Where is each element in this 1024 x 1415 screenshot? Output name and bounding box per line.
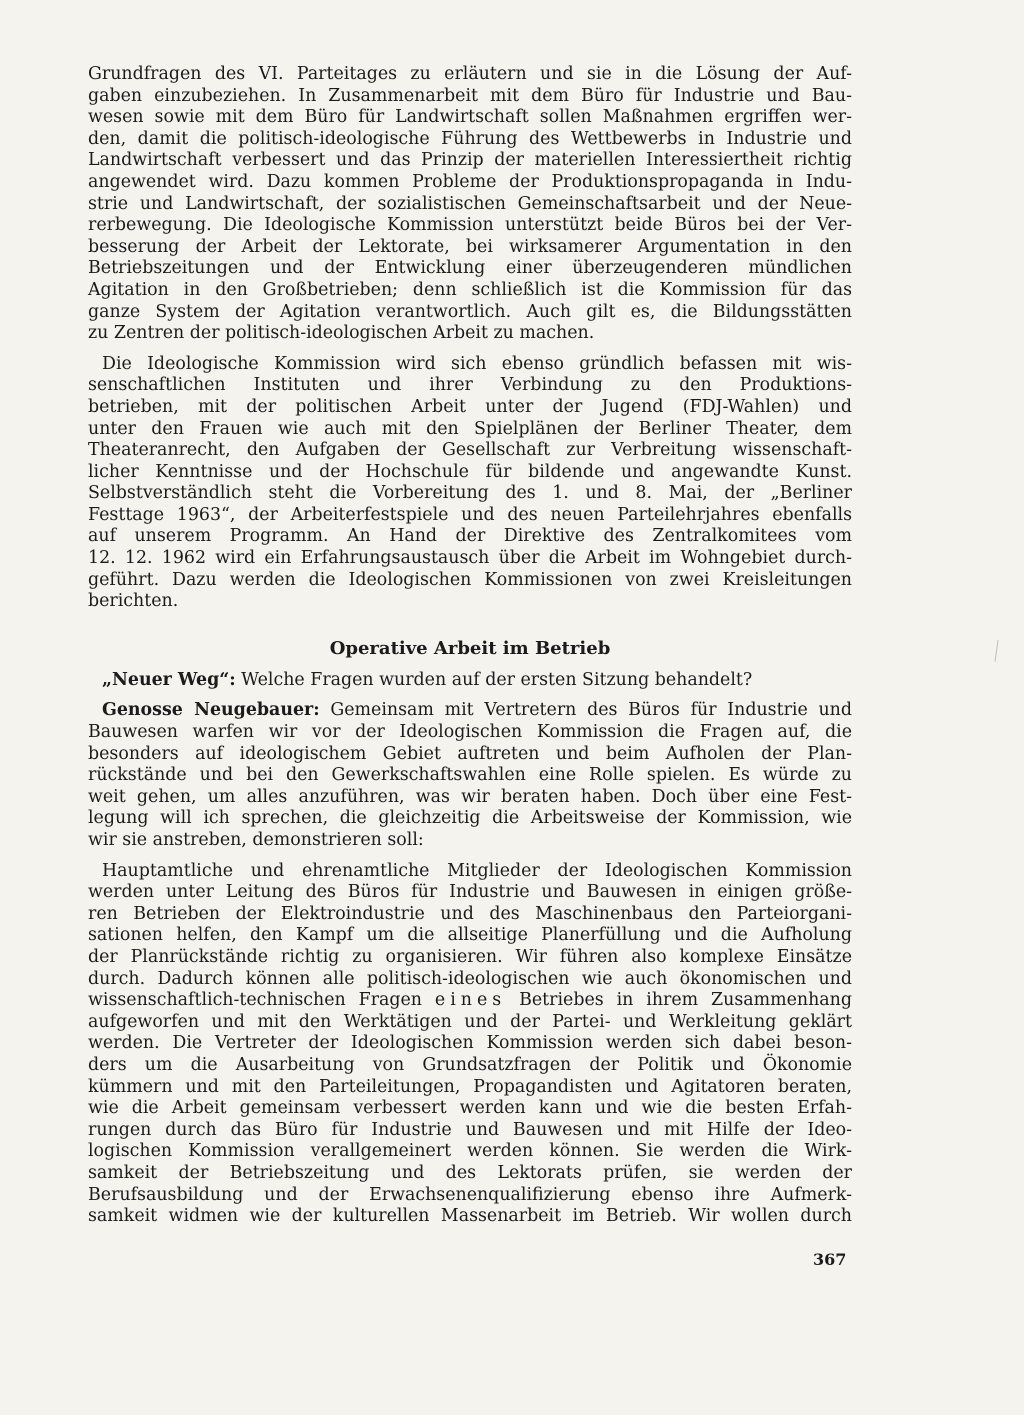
margin-pencil-mark bbox=[994, 640, 1000, 662]
text-line: geführt. Dazu werden die Ideologischen Kommissionen von zwei Kreisleitungen bbox=[88, 569, 852, 590]
text-line: der Planrückstände richtig zu organisieren. Wir führen also komplexe Einsätze bbox=[88, 946, 852, 967]
text-line: berichten. bbox=[88, 591, 179, 612]
question-text: Welche Fragen wurden auf der ersten Sitzung behandelt? bbox=[235, 669, 753, 690]
page-number: 367 bbox=[813, 1250, 847, 1269]
paragraph-gap bbox=[88, 345, 852, 354]
text-line: besserung der Arbeit der Lektorate, bei wirksamerer Argumentation in den bbox=[88, 236, 852, 257]
text-line: samkeit widmen wie der kulturellen Massenarbeit im Betrieb. Wir wollen durch bbox=[88, 1206, 852, 1227]
text-line: weit gehen, um alles anzuführen, was wir beraten haben. Doch über eine Fest- bbox=[88, 786, 852, 807]
text-line: Berufsausbildung und der Erwachsenenqualifizierung ebenso ihre Aufmerk- bbox=[88, 1184, 852, 1205]
text-line: strie und Landwirtschaft, der sozialistischen Gemeinschaftsarbeit und der Neue- bbox=[88, 193, 852, 214]
text-line: durch. Dadurch können alle politisch-ideologischen wie auch ökonomischen und bbox=[88, 968, 852, 989]
question-line bbox=[88, 670, 852, 692]
answer-speaker: Genosse Neugebauer: bbox=[102, 700, 320, 721]
spaced-line-end: Betriebes in ihrem Zusammenhang bbox=[506, 990, 852, 1011]
text-line: rückstände und bei den Gewerkschaftswahlen eine Rolle spielen. Es würde zu bbox=[88, 765, 852, 786]
paragraph-parteitag bbox=[88, 64, 852, 345]
text-line: betrieben, mit der politischen Arbeit unter der Jugend (FDJ-Wahlen) und bbox=[88, 396, 852, 417]
text-line: Landwirtschaft verbessert und das Prinzip der materiellen Interessiertheit richtig bbox=[88, 150, 852, 171]
text-line: kümmern und mit den Parteileitungen, Propagandisten und Agitatoren beraten, bbox=[88, 1076, 852, 1097]
text-line: Agitation in den Großbetrieben; denn schließlich ist die Kommission für das bbox=[88, 279, 852, 300]
text-line: besonders auf ideologischem Gebiet auftreten und beim Aufholen der Plan- bbox=[88, 743, 852, 764]
text-line: wie die Arbeit gemeinsam verbessert werden kann und wie die besten Erfah- bbox=[88, 1098, 852, 1119]
text-line: auf unserem Programm. An Hand der Direktive des Zentralkomitees vom bbox=[88, 526, 852, 547]
text-line: den, damit die politisch-ideologische Führung des Wettbewerbs in Industrie und bbox=[88, 128, 852, 149]
heading-gap bbox=[88, 661, 852, 670]
text-line: licher Kenntnisse und der Hochschule für bildende und angewandte Kunst. bbox=[88, 461, 852, 482]
text-line: Betriebszeitungen und der Entwicklung einer überzeugenderen mündlichen bbox=[88, 258, 852, 279]
answer-first-line bbox=[88, 700, 852, 722]
text-line: gaben einzubeziehen. In Zusammenarbeit mit dem Büro für Industrie und Bau- bbox=[88, 85, 852, 106]
text-line: legung will ich sprechen, die gleichzeitig die Arbeitsweise der Kommission, wie bbox=[88, 808, 852, 829]
text-line: wir sie anstreben, demonstrieren soll: bbox=[88, 830, 424, 850]
text-line: ren Betrieben der Elektroindustrie und des Maschinenbaus den Parteiorgani- bbox=[88, 903, 852, 924]
question-speaker: „Neuer Weg“: bbox=[102, 669, 236, 690]
document-page bbox=[88, 64, 852, 1228]
text-line: Theateranrecht, den Aufgaben der Gesellschaft zur Verbreitung wissenschaft- bbox=[88, 440, 852, 461]
text-line: sationen helfen, den Kampf um die allseitige Planerfüllung und die Aufholung bbox=[88, 925, 852, 946]
text-line: ders um die Ausarbeitung von Grundsatzfragen der Politik und Ökonomie bbox=[88, 1054, 852, 1075]
section-gap bbox=[88, 613, 852, 637]
spaced-text-line bbox=[88, 990, 852, 1012]
paragraph-gap bbox=[88, 852, 852, 861]
text-line: senschaftlichen Instituten und ihrer Verbindung zu den Produktions- bbox=[88, 375, 852, 396]
text-line: Grundfragen des VI. Parteitages zu erläutern und sie in die Lösung der Auf- bbox=[88, 64, 852, 84]
text-line: werden unter Leitung des Büros für Industrie und Bauwesen in einigen größe- bbox=[88, 882, 852, 903]
spaced-emphasis-word: eines bbox=[434, 990, 507, 1011]
text-line: logischen Kommission verallgemeinert werden können. Sie werden die Wirk- bbox=[88, 1141, 852, 1162]
paragraph-komplexe-einsaetze bbox=[88, 861, 852, 1228]
text-line: Selbstverständlich steht die Vorbereitung des 1. und 8. Mai, der „Berliner bbox=[88, 483, 852, 504]
spaced-line-start: wissenschaftlich-technischen Fragen bbox=[88, 990, 435, 1011]
text-line: aufgeworfen und mit den Werktätigen und der Partei- und Werkleitung geklärt bbox=[88, 1011, 852, 1032]
text-line: unter den Frauen wie auch mit den Spielplänen der Berliner Theater, dem bbox=[88, 418, 852, 439]
section-heading: Operative Arbeit im Betrieb bbox=[329, 637, 611, 659]
text-line: rerbewegung. Die Ideologische Kommission unterstützt beide Büros bei der Ver- bbox=[88, 215, 852, 236]
text-line: angewendet wird. Dazu kommen Probleme der Produktionspropaganda in Indu- bbox=[88, 171, 852, 192]
text-line: zu Zentren der politisch-ideologischen Arbeit zu machen. bbox=[88, 323, 595, 344]
paragraph-gap bbox=[88, 691, 852, 700]
text-line: wesen sowie mit dem Büro für Landwirtschaft sollen Maßnahmen ergriffen wer- bbox=[88, 107, 852, 128]
text-line: ganze System der Agitation verantwortlich. Auch gilt es, die Bildungsstätten bbox=[88, 301, 852, 322]
text-line: 12. 12. 1962 wird ein Erfahrungsaustausch über die Arbeit im Wohngebiet durch- bbox=[88, 548, 852, 569]
question-paragraph bbox=[88, 670, 852, 692]
text-line: Die Ideologische Kommission wird sich ebenso gründlich befassen mit wis- bbox=[102, 353, 852, 374]
paragraph-ideologische-kommission bbox=[88, 354, 852, 613]
text-line: Festtage 1963“, der Arbeiterfestspiele und des neuen Parteilehrjahres ebenfalls bbox=[88, 504, 852, 525]
text-line: Bauwesen warfen wir vor der Ideologischen Kommission die Fragen auf, die bbox=[88, 722, 852, 743]
text-line: samkeit der Betriebszeitung und des Lektorats prüfen, sie werden der bbox=[88, 1162, 852, 1183]
text-line: rungen durch das Büro für Industrie und Bauwesen und mit Hilfe der Ideo- bbox=[88, 1119, 852, 1140]
text-line: Hauptamtliche und ehrenamtliche Mitglieder der Ideologischen Kommission bbox=[102, 860, 852, 881]
text-line: werden. Die Vertreter der Ideologischen Kommission werden sich dabei beson- bbox=[88, 1033, 852, 1054]
answer-first-line-text: Gemeinsam mit Vertretern des Büros für Industrie und bbox=[319, 700, 852, 721]
answer-paragraph bbox=[88, 700, 852, 851]
